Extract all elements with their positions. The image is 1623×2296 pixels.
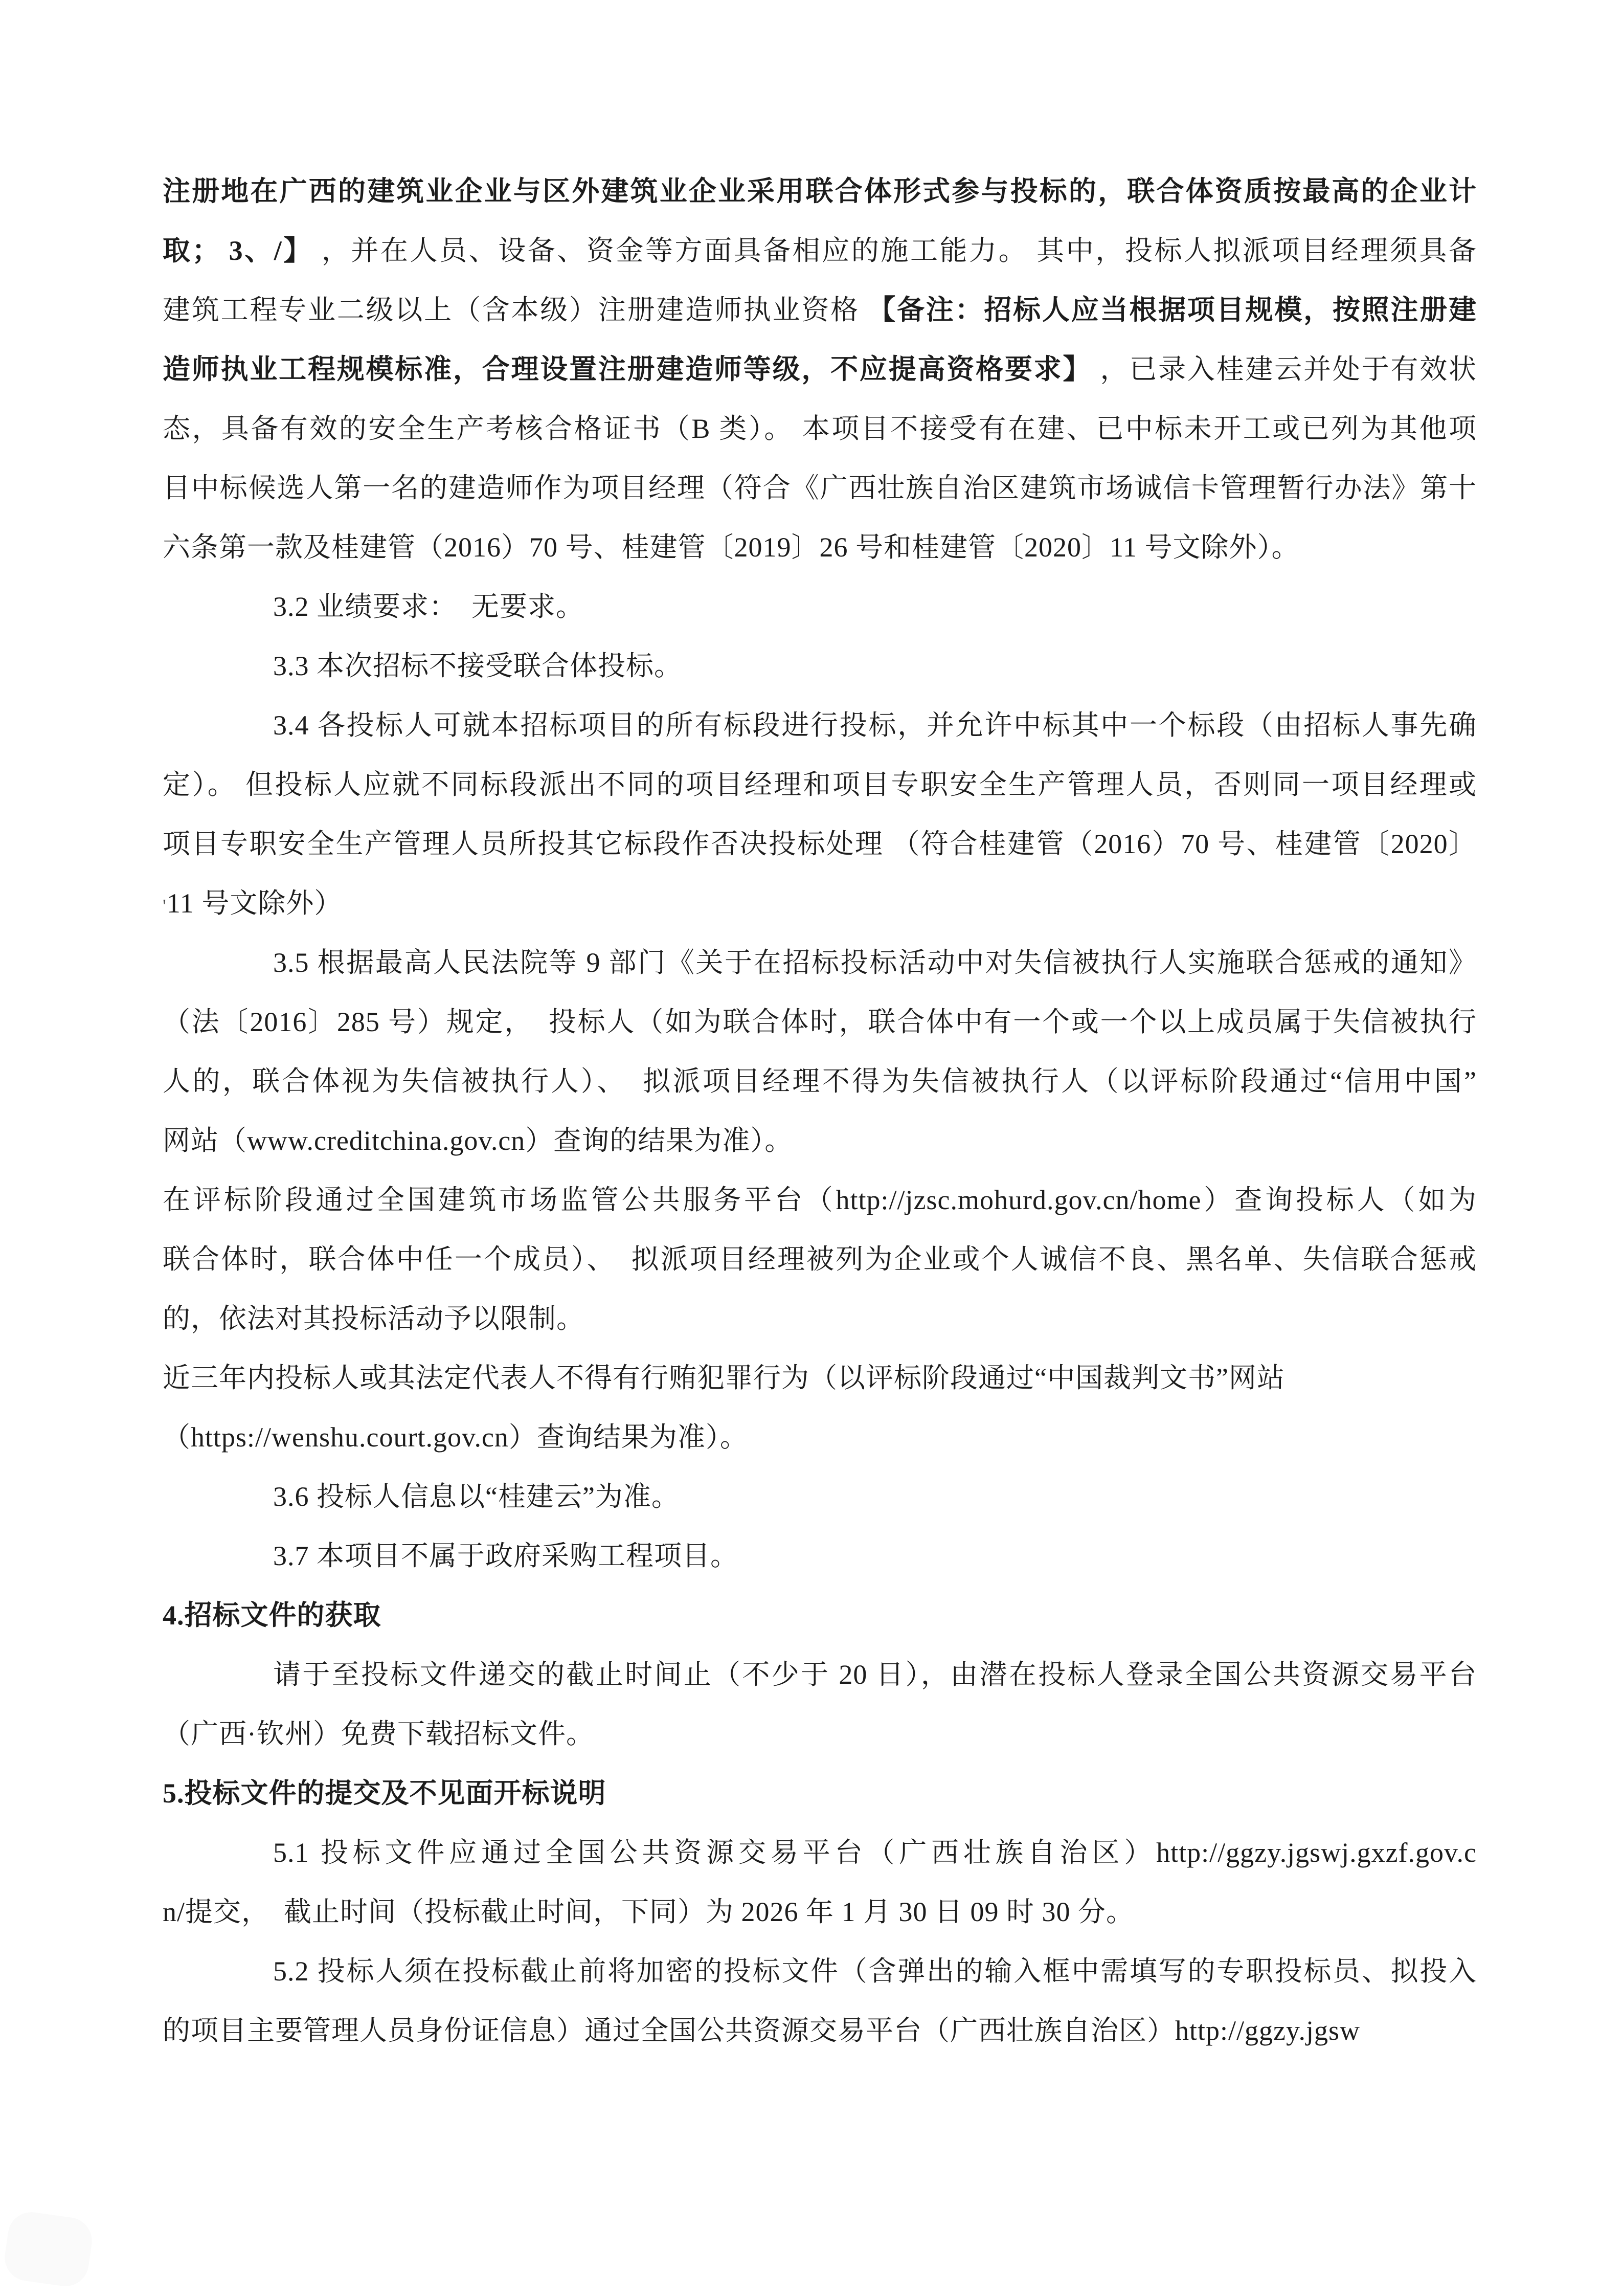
doc-text: ，已录入桂建云并处于有效状 [1092,354,1477,385]
doc-line [163,221,1477,280]
clause-5-2 [163,1942,1477,2001]
doc-text: 3.5 根据最高人民法院等 9 部门《关于在招标投标活动中对失信被执行人实施联合惩戒的通知》 [273,947,1477,978]
doc-line [163,1704,1477,1764]
doc-text: （https://wenshu.court.gov.cn）查询结果为准）。 [163,1422,748,1453]
doc-line [163,1170,1477,1230]
doc-text: 定）。 但投标人应就不同标段派出不同的项目经理和项目专职安全生产管理人员，否则同一项目经理或 [163,769,1477,800]
doc-line [163,1052,1477,1111]
heading-text: 5.投标文件的提交及不见面开标说明 [163,1778,606,1809]
scan-tick-mark: ' [163,896,167,917]
doc-text-bold: 【备注：招标人应当根据项目规模，按照注册建 [868,295,1477,325]
clause-3-3 [163,636,1477,696]
doc-text: ，并在人员、设备、资金等方面具备相应的施工能力。 其中，投标人拟派项目经理须具备 [312,235,1477,266]
doc-line [163,1111,1477,1170]
doc-line [163,755,1477,814]
doc-text-bold: 造师执业工程规模标准，合理设置注册建造师等级，不应提高资格要求】 [163,354,1092,385]
doc-line [163,1882,1477,1942]
doc-line [163,458,1477,518]
doc-line [163,1289,1477,1348]
doc-text: 目中标候选人第一名的建造师作为项目经理（符合《广西壮族自治区建筑市场诚信卡管理暂行办法》第十 [163,473,1477,503]
clause-3-4 [163,696,1477,755]
doc-text: 态，具备有效的安全生产考核合格证书（B 类）。 本项目不接受有在建、已中标未开工或已列为其他项 [163,413,1477,444]
doc-text: 3.3 本次招标不接受联合体投标。 [273,651,682,681]
section-4-heading [163,1586,1477,1645]
doc-text: 联合体时，联合体中任一个成员）、 拟派项目经理被列为企业或个人诚信不良、黑名单、失信联合惩戒 [163,1244,1477,1275]
doc-line [163,1408,1477,1467]
doc-text: 5.2 投标人须在投标截止前将加密的投标文件（含弹出的输入框中需填写的专职投标员、拟投入 [273,1956,1477,1987]
doc-text: 5.1 投标文件应通过全国公共资源交易平台（广西壮族自治区）http://ggzy.jgswj.gxzf.gov.c [273,1837,1477,1868]
scan-artifact [2,2209,95,2289]
doc-line [163,340,1477,399]
document-text-block [163,162,1477,2060]
doc-line [163,992,1477,1052]
doc-line [163,399,1477,458]
doc-line [163,814,1477,874]
doc-line [163,1230,1477,1289]
doc-text: 3.7 本项目不属于政府采购工程项目。 [273,1541,738,1571]
doc-text: 的，依法对其投标活动予以限制。 [163,1303,584,1334]
doc-line [163,874,1477,933]
section-5-heading [163,1764,1477,1823]
doc-line [163,2001,1477,2060]
doc-line [163,162,1477,221]
heading-text: 4.招标文件的获取 [163,1600,381,1631]
doc-text: 人的，联合体视为失信被执行人）、 拟派项目经理不得为失信被执行人（以评标阶段通过“信用中国” [163,1066,1477,1097]
doc-text-bold: 取； 3、/】 [163,235,313,266]
clause-5-1 [163,1823,1477,1882]
doc-text: 3.2 业绩要求： 无要求。 [273,591,584,622]
doc-line [163,1348,1477,1408]
doc-text: 请于至投标文件递交的截止时间止（不少于 20 日），由潜在投标人登录全国公共资源交易平台 [273,1659,1477,1690]
doc-text: 项目专职安全生产管理人员所投其它标段作否决投标处理 （符合桂建管（2016）70 号、桂建管〔2020〕 [163,829,1477,859]
clause-3-7 [163,1526,1477,1586]
doc-text: 网站（www.creditchina.gov.cn）查询的结果为准）。 [163,1125,793,1156]
clause-3-5 [163,933,1477,992]
doc-text: 的项目主要管理人员身份证信息）通过全国公共资源交易平台（广西壮族自治区）http://ggzy.jgsw [163,2015,1360,2046]
doc-text: 六条第一款及桂建管（2016）70 号、桂建管〔2019〕26 号和桂建管〔2020〕11 号文除外）。 [163,532,1300,563]
doc-text-bold: 注册地在广西的建筑业企业与区外建筑业企业采用联合体形式参与投标的，联合体资质按最高的企业计 [163,176,1477,207]
doc-text: n/提交， 截止时间（投标截止时间，下同）为 2026 年 1 月 30 日 09 时 30 分。 [163,1897,1135,1927]
doc-text: 3.6 投标人信息以“桂建云”为准。 [273,1481,680,1512]
doc-text: 近三年内投标人或其法定代表人不得有行贿犯罪行为（以评标阶段通过“中国裁判文书”网站 [163,1363,1285,1393]
clause-3-2 [163,577,1477,636]
doc-text: （法〔2016〕285 号）规定， 投标人（如为联合体时，联合体中有一个或一个以上成员属于失信被执行 [163,1007,1477,1037]
doc-text: 11 号文除外） [166,888,343,919]
doc-line [163,280,1477,340]
doc-text: 在评标阶段通过全国建筑市场监管公共服务平台（http://jzsc.mohurd.gov.cn/home）查询投标人（如为 [163,1185,1477,1215]
doc-text: 建筑工程专业二级以上（含本级）注册建造师执业资格 [163,295,868,325]
doc-text: 3.4 各投标人可就本招标项目的所有标段进行投标，并允许中标其中一个标段（由招标人事先确 [273,710,1477,741]
doc-text: （广西·钦州）免费下载招标文件。 [163,1719,594,1749]
doc-line [163,518,1477,577]
doc-line [163,1645,1477,1704]
clause-3-6 [163,1467,1477,1526]
